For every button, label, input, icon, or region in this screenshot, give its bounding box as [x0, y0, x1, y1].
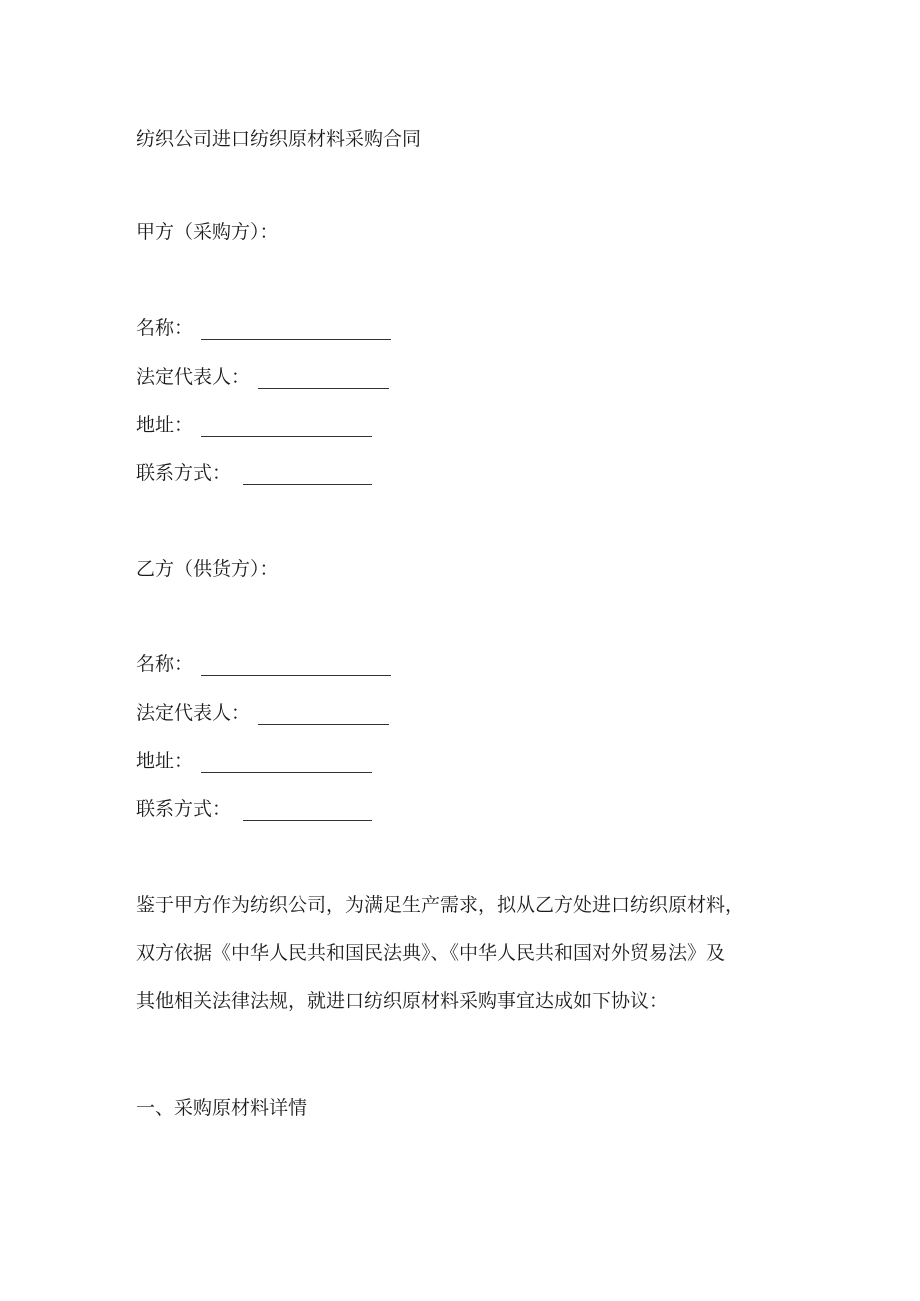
party-a-representative-blank[interactable]	[258, 370, 389, 389]
party-a-representative-field	[136, 365, 389, 389]
party-b-contact-blank[interactable]	[243, 802, 372, 821]
party-b-address-label: 地址：	[136, 750, 194, 772]
party-a-address-label: 地址：	[136, 414, 194, 436]
party-b-address-field	[136, 749, 372, 773]
party-a-heading: 甲方（采购方）：	[136, 221, 279, 243]
party-b-name-label: 名称：	[136, 653, 194, 675]
section-heading: 一、采购原材料详情	[136, 1097, 308, 1119]
party-a-name-blank[interactable]	[201, 321, 391, 340]
party-a-name-field	[136, 316, 391, 340]
party-b-name-field	[136, 652, 391, 676]
party-b-representative-blank[interactable]	[258, 706, 389, 725]
party-a-address-blank[interactable]	[201, 418, 372, 437]
party-a-address-field	[136, 413, 372, 437]
party-a-representative-label: 法定代表人：	[136, 366, 251, 388]
party-b-heading: 乙方（供货方）：	[136, 558, 279, 580]
document-title: 纺织公司进口纺织原材料采购合同	[136, 128, 422, 150]
party-a-contact-label: 联系方式：	[136, 462, 232, 484]
preamble-line: 鉴于甲方作为纺织公司，为满足生产需求，拟从乙方处进口纺织原材料，	[136, 894, 745, 916]
preamble-line: 其他相关法律法规，就进口纺织原材料采购事宜达成如下协议：	[136, 990, 669, 1012]
party-b-address-blank[interactable]	[201, 754, 372, 773]
party-b-contact-field	[136, 797, 372, 821]
preamble-line: 双方依据《中华人民共和国民法典》、《中华人民共和国对外贸易法》及	[136, 942, 726, 964]
party-a-name-label: 名称：	[136, 317, 194, 339]
party-b-contact-label: 联系方式：	[136, 798, 232, 820]
party-b-representative-label: 法定代表人：	[136, 702, 251, 724]
party-b-name-blank[interactable]	[201, 657, 391, 676]
party-b-representative-field	[136, 701, 389, 725]
preamble-paragraph	[136, 893, 786, 1037]
party-a-contact-field	[136, 461, 372, 485]
party-a-contact-blank[interactable]	[243, 466, 372, 485]
